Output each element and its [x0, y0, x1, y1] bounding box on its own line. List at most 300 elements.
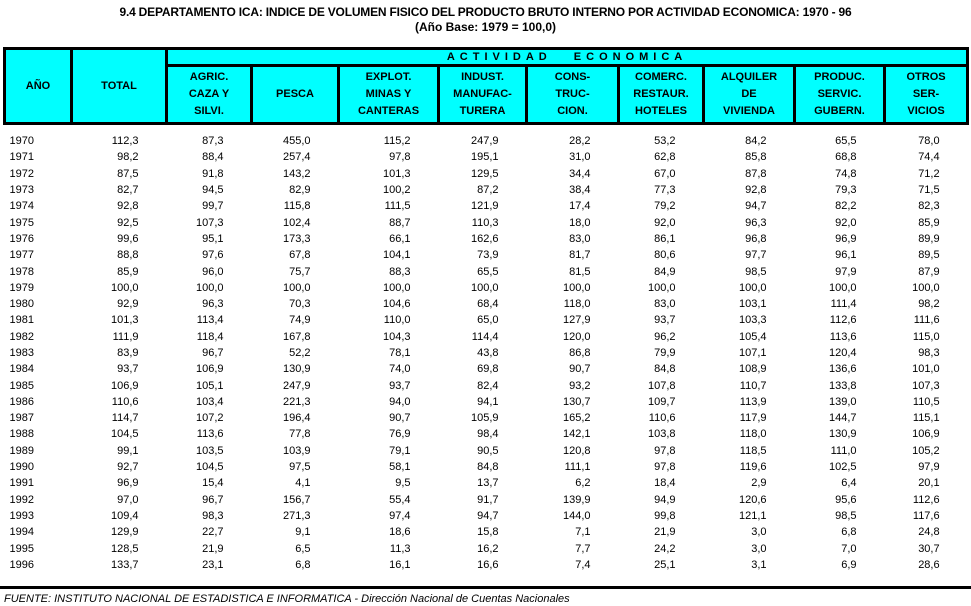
- value-cell: 75,7: [289, 265, 311, 278]
- value-cell: 100,2: [382, 184, 411, 197]
- value-cell: 79,2: [654, 200, 676, 213]
- value-cell: 107,3: [195, 216, 224, 229]
- column-header-line: AGRIC.: [189, 71, 229, 83]
- year-cell: 1991: [9, 477, 34, 490]
- value-cell: 71,2: [918, 167, 940, 180]
- value-cell: 129,9: [110, 526, 139, 539]
- value-cell: 100,0: [470, 281, 499, 294]
- value-cell: 98,3: [202, 509, 224, 522]
- value-cell: 99,6: [117, 232, 139, 245]
- value-cell: 43,8: [477, 347, 499, 359]
- value-cell: 34,4: [569, 167, 591, 180]
- value-cell: 21,9: [202, 542, 224, 555]
- value-cell: 100,0: [110, 281, 139, 294]
- value-cell: 6,8: [841, 526, 857, 539]
- year-cell: 1972: [9, 167, 34, 180]
- value-cell: 112,6: [912, 493, 940, 506]
- value-cell: 110,7: [739, 379, 767, 392]
- value-cell: 93,7: [389, 379, 411, 392]
- value-cell: 114,7: [111, 412, 139, 425]
- value-cell: 96,7: [202, 493, 224, 506]
- col-header-pesca: [252, 66, 339, 124]
- value-cell: 105,9: [470, 412, 499, 425]
- value-cell: 92,0: [835, 216, 857, 229]
- value-cell: 97,9: [918, 461, 940, 474]
- value-cell: 112,3: [111, 135, 139, 148]
- value-cell: 88,7: [389, 216, 411, 229]
- value-cell: 111,6: [913, 314, 940, 327]
- column-header-line: CAZA Y: [188, 88, 230, 100]
- col-header-agricultura: [167, 66, 252, 124]
- value-cell: 88,4: [202, 151, 224, 164]
- value-cell: 100,0: [828, 281, 857, 294]
- value-cell: 65,0: [477, 314, 499, 327]
- value-cell: 136,6: [828, 363, 857, 376]
- value-cell: 28,6: [918, 558, 940, 571]
- value-cell: 112,6: [829, 314, 857, 327]
- value-cell: 82,9: [289, 184, 311, 197]
- value-cell: 98,5: [745, 265, 767, 278]
- column-header-line: INDUST.: [461, 71, 504, 83]
- col-header-mineria: [339, 66, 439, 124]
- value-cell: 104,6: [382, 298, 411, 311]
- column-header-line: GUBERN.: [814, 105, 865, 117]
- value-cell: 87,5: [117, 167, 139, 180]
- value-cell: 55,4: [389, 493, 411, 506]
- value-cell: 91,7: [477, 493, 499, 506]
- value-cell: 92,9: [117, 298, 139, 311]
- table-body: [5, 124, 968, 574]
- value-cell: 92,5: [117, 216, 139, 229]
- value-cell: 16,2: [477, 542, 499, 555]
- column-header-line: CANTERAS: [357, 105, 420, 117]
- value-cell: 3,0: [751, 542, 767, 555]
- value-cell: 271,3: [282, 509, 311, 522]
- table-row: [5, 426, 968, 442]
- column-header-line: CONS-: [554, 71, 591, 83]
- year-cell: 1975: [9, 216, 34, 229]
- value-cell: 114,4: [471, 330, 499, 343]
- value-cell: 120,0: [562, 330, 591, 343]
- value-cell: 7,7: [575, 542, 591, 555]
- value-cell: 52,2: [289, 347, 311, 359]
- value-cell: 119,6: [739, 461, 767, 474]
- value-cell: 85,9: [918, 216, 940, 229]
- value-cell: 97,9: [835, 265, 857, 278]
- value-cell: 82,3: [918, 200, 940, 213]
- value-cell: 30,7: [918, 542, 940, 555]
- year-cell: 1973: [9, 184, 34, 197]
- value-cell: 109,4: [110, 509, 139, 522]
- value-cell: 94,0: [389, 395, 411, 408]
- year-cell: 1996: [9, 558, 34, 571]
- value-cell: 128,5: [110, 542, 139, 555]
- indice-volumen-table: [3, 47, 969, 573]
- value-cell: 98,3: [918, 347, 940, 359]
- value-cell: 83,0: [654, 298, 676, 311]
- value-cell: 99,8: [654, 509, 676, 522]
- value-cell: 94,1: [477, 395, 499, 408]
- value-cell: 3,1: [751, 558, 767, 571]
- value-cell: 97,4: [389, 509, 411, 522]
- value-cell: 110,0: [383, 314, 411, 327]
- page-title: 9.4 DEPARTAMENTO ICA: INDICE DE VOLUMEN FISICO DEL PRODUCTO BRUTO INTERNO POR ACTIVIDAD ECONOMICA: 1970 - 96: [119, 5, 852, 19]
- value-cell: 120,8: [562, 444, 591, 457]
- value-cell: 99,1: [117, 444, 139, 457]
- value-cell: 74,4: [918, 151, 940, 164]
- column-header-line: VIVIENDA: [723, 105, 775, 117]
- value-cell: 221,3: [282, 395, 311, 408]
- value-cell: 84,8: [477, 461, 499, 474]
- col-header-construccion: [527, 66, 619, 124]
- value-cell: 107,1: [738, 347, 767, 359]
- value-cell: 100,0: [195, 281, 224, 294]
- value-cell: 98,4: [477, 428, 499, 441]
- value-cell: 16,1: [389, 558, 411, 571]
- value-cell: 103,5: [195, 444, 224, 457]
- value-cell: 65,5: [477, 265, 499, 278]
- value-cell: 91,8: [202, 167, 224, 180]
- table-row: [5, 329, 968, 345]
- value-cell: 6,5: [295, 542, 311, 555]
- table-row: [5, 345, 968, 361]
- value-cell: 130,9: [282, 363, 311, 376]
- year-cell: 1977: [9, 249, 34, 262]
- value-cell: 58,1: [389, 461, 411, 474]
- year-cell: 1986: [9, 395, 34, 408]
- col-header-alquiler: [704, 66, 795, 124]
- value-cell: 94,7: [745, 200, 767, 213]
- value-cell: 79,3: [835, 184, 857, 197]
- value-cell: 93,2: [569, 379, 591, 392]
- value-cell: 139,9: [562, 493, 591, 506]
- value-cell: 99,7: [202, 200, 224, 213]
- col-header-comercio: [619, 66, 704, 124]
- value-cell: 71,5: [918, 184, 940, 197]
- value-cell: 65,5: [835, 135, 857, 148]
- value-cell: 110,6: [111, 395, 139, 408]
- table-row: [5, 443, 968, 459]
- value-cell: 100,0: [647, 281, 676, 294]
- source-note: FUENTE: INSTITUTO NACIONAL DE ESTADISTICA E INFORMATICA - Dirección Nacional de Cuentas Nacionales: [4, 593, 570, 606]
- value-cell: 167,8: [282, 330, 311, 343]
- value-cell: 96,2: [654, 330, 676, 343]
- table-row: [5, 394, 968, 410]
- column-header-line: MINAS Y: [365, 88, 412, 100]
- value-cell: 115,0: [912, 330, 940, 343]
- value-cell: 11,3: [389, 542, 411, 555]
- table-row: [5, 263, 968, 279]
- value-cell: 111,5: [384, 200, 411, 213]
- year-cell: 1987: [9, 412, 34, 425]
- value-cell: 196,4: [282, 412, 311, 425]
- value-cell: 31,0: [569, 151, 591, 164]
- value-cell: 100,0: [382, 281, 411, 294]
- value-cell: 15,8: [477, 526, 499, 539]
- value-cell: 85,8: [745, 151, 767, 164]
- value-cell: 195,1: [470, 151, 499, 164]
- value-cell: 111,4: [830, 298, 857, 311]
- table-row: [5, 166, 968, 182]
- value-cell: 105,1: [195, 379, 224, 392]
- value-cell: 101,3: [110, 314, 139, 327]
- value-cell: 79,1: [389, 444, 411, 457]
- value-cell: 139,0: [828, 395, 857, 408]
- value-cell: 120,6: [738, 493, 767, 506]
- value-cell: 3,0: [751, 526, 767, 539]
- table-row: [5, 149, 968, 165]
- column-header-line: TRUC-: [555, 88, 590, 100]
- value-cell: 90,5: [477, 444, 499, 457]
- table-row: [5, 540, 968, 556]
- value-cell: 84,2: [745, 135, 767, 148]
- column-header-line: PESCA: [276, 88, 314, 100]
- value-cell: 162,6: [470, 232, 499, 245]
- value-cell: 92,0: [654, 216, 676, 229]
- value-cell: 156,7: [282, 493, 311, 506]
- value-cell: 96,3: [202, 298, 224, 311]
- value-cell: 87,9: [918, 265, 940, 278]
- year-cell: 1993: [9, 509, 34, 522]
- value-cell: 121,9: [470, 200, 499, 213]
- value-cell: 73,9: [477, 249, 499, 262]
- year-cell: 1979: [9, 281, 34, 294]
- value-cell: 4,1: [295, 477, 311, 490]
- year-cell: 1974: [9, 200, 34, 213]
- value-cell: 121,1: [738, 509, 767, 522]
- value-cell: 103,3: [738, 314, 767, 327]
- value-cell: 95,1: [202, 232, 224, 245]
- value-cell: 103,1: [738, 298, 767, 311]
- column-header-line: HOTELES: [635, 105, 687, 117]
- year-cell: 1989: [9, 444, 34, 457]
- value-cell: 89,5: [918, 249, 940, 262]
- value-cell: 92,8: [117, 200, 139, 213]
- table-row: [5, 524, 968, 540]
- value-cell: 13,7: [477, 477, 499, 490]
- value-cell: 105,4: [738, 330, 767, 343]
- value-cell: 89,9: [918, 232, 940, 245]
- value-cell: 18,6: [389, 526, 411, 539]
- value-cell: 96,9: [117, 477, 139, 490]
- value-cell: 90,7: [569, 363, 591, 376]
- value-cell: 96,0: [202, 265, 224, 278]
- group-header-actividad-economica: ACTIVIDAD ECONOMICA: [167, 49, 968, 66]
- value-cell: 107,3: [912, 379, 940, 392]
- table-row: [5, 361, 968, 377]
- value-cell: 81,5: [569, 265, 591, 278]
- column-header-line: COMERC.: [635, 71, 687, 83]
- column-header-line: DE: [741, 88, 757, 100]
- value-cell: 110,6: [648, 412, 676, 425]
- value-cell: 118,4: [196, 330, 224, 343]
- table-row: [5, 296, 968, 312]
- value-cell: 97,6: [202, 249, 224, 262]
- value-cell: 144,7: [828, 412, 857, 425]
- year-cell: 1980: [9, 298, 34, 311]
- value-cell: 16,6: [477, 558, 499, 571]
- value-cell: 94,5: [202, 184, 224, 197]
- value-cell: 102,4: [282, 216, 311, 229]
- value-cell: 93,7: [117, 363, 139, 376]
- value-cell: 81,7: [569, 249, 591, 262]
- value-cell: 2,9: [751, 477, 767, 490]
- value-cell: 95,6: [835, 493, 857, 506]
- value-cell: 129,5: [470, 167, 499, 180]
- col-header-anio: AÑO: [5, 49, 72, 124]
- value-cell: 6,8: [295, 558, 311, 571]
- year-cell: 1994: [9, 526, 34, 539]
- value-cell: 102,5: [828, 461, 857, 474]
- value-cell: 113,9: [739, 395, 767, 408]
- value-cell: 77,3: [654, 184, 676, 197]
- value-cell: 100,0: [738, 281, 767, 294]
- value-cell: 117,6: [912, 509, 940, 522]
- table-row: [5, 410, 968, 426]
- page-subtitle: (Año Base: 1979 = 100,0): [414, 20, 557, 34]
- value-cell: 87,3: [202, 135, 224, 148]
- value-cell: 142,1: [562, 428, 591, 441]
- value-cell: 111,9: [112, 330, 139, 343]
- value-cell: 22,7: [202, 526, 224, 539]
- value-cell: 88,8: [117, 249, 139, 262]
- value-cell: 103,8: [647, 428, 676, 441]
- value-cell: 101,0: [912, 363, 940, 376]
- value-cell: 130,7: [562, 395, 591, 408]
- value-cell: 111,1: [564, 461, 591, 474]
- value-cell: 455,0: [282, 135, 311, 148]
- column-header-line: SILVI.: [194, 105, 224, 117]
- column-header-line: PRODUC.: [814, 71, 865, 83]
- table-row: [5, 280, 968, 296]
- value-cell: 115,8: [283, 200, 311, 213]
- value-cell: 7,4: [575, 558, 591, 571]
- value-cell: 6,9: [841, 558, 857, 571]
- value-cell: 97,8: [389, 151, 411, 164]
- value-cell: 83,9: [117, 347, 139, 359]
- year-cell: 1990: [9, 461, 34, 474]
- value-cell: 113,4: [196, 314, 224, 327]
- year-cell: 1970: [9, 135, 34, 148]
- value-cell: 38,4: [569, 184, 591, 197]
- value-cell: 23,1: [202, 558, 224, 571]
- value-cell: 15,4: [202, 477, 224, 490]
- table-row: [5, 124, 968, 150]
- value-cell: 94,7: [477, 509, 499, 522]
- value-cell: 247,9: [470, 135, 499, 148]
- year-cell: 1971: [9, 151, 34, 164]
- year-cell: 1976: [9, 232, 34, 245]
- table-row: [5, 377, 968, 393]
- value-cell: 24,8: [918, 526, 940, 539]
- value-cell: 70,3: [289, 298, 311, 311]
- value-cell: 96,9: [835, 232, 857, 245]
- value-cell: 84,8: [654, 363, 676, 376]
- value-cell: 87,2: [477, 184, 499, 197]
- value-cell: 106,9: [912, 428, 940, 441]
- value-cell: 24,2: [654, 542, 676, 555]
- table-row: [5, 475, 968, 491]
- value-cell: 67,8: [289, 249, 311, 262]
- year-cell: 1978: [9, 265, 34, 278]
- year-cell: 1988: [9, 428, 34, 441]
- value-cell: 104,5: [195, 461, 224, 474]
- value-cell: 104,1: [382, 249, 411, 262]
- year-cell: 1985: [9, 379, 34, 392]
- year-cell: 1984: [9, 363, 34, 376]
- value-cell: 257,4: [282, 151, 311, 164]
- value-cell: 97,0: [117, 493, 139, 506]
- col-header-total: TOTAL: [72, 49, 167, 124]
- value-cell: 96,7: [202, 347, 224, 359]
- value-cell: 100,0: [912, 281, 940, 294]
- column-header-line: SER-: [912, 88, 940, 100]
- column-header-line: ALQUILER: [720, 71, 778, 83]
- value-cell: 53,2: [654, 135, 676, 148]
- value-cell: 98,5: [835, 509, 857, 522]
- column-header-line: CION.: [557, 105, 588, 117]
- value-cell: 21,9: [654, 526, 676, 539]
- value-cell: 133,7: [110, 558, 139, 571]
- value-cell: 113,6: [196, 428, 224, 441]
- table-row: [5, 557, 968, 573]
- value-cell: 20,1: [918, 477, 940, 490]
- value-cell: 6,4: [841, 477, 857, 490]
- table-row: [5, 312, 968, 328]
- value-cell: 79,9: [654, 347, 676, 359]
- value-cell: 83,0: [569, 232, 591, 245]
- value-cell: 82,2: [835, 200, 857, 213]
- value-cell: 133,8: [828, 379, 857, 392]
- value-cell: 88,3: [389, 265, 411, 278]
- column-header-line: OTROS: [906, 71, 946, 83]
- column-header-line: EXPLOT.: [365, 71, 412, 83]
- value-cell: 165,2: [562, 412, 591, 425]
- table-row: [5, 198, 968, 214]
- year-cell: 1981: [9, 314, 34, 327]
- value-cell: 106,9: [195, 363, 224, 376]
- value-cell: 25,1: [654, 558, 676, 571]
- value-cell: 118,0: [563, 298, 591, 311]
- year-cell: 1992: [9, 493, 34, 506]
- col-header-otros-servicios: [885, 66, 968, 124]
- value-cell: 98,2: [918, 298, 940, 311]
- column-header-line: SERVIC.: [817, 88, 862, 100]
- value-cell: 7,1: [575, 526, 591, 539]
- table-row: [5, 247, 968, 263]
- value-cell: 9,1: [295, 526, 311, 539]
- table-row: [5, 508, 968, 524]
- value-cell: 82,7: [117, 184, 139, 197]
- value-cell: 87,8: [745, 167, 767, 180]
- year-cell: 1982: [9, 330, 34, 343]
- value-cell: 173,3: [282, 232, 311, 245]
- value-cell: 118,5: [739, 444, 767, 457]
- column-header-line: TURERA: [459, 105, 506, 117]
- value-cell: 104,5: [110, 428, 139, 441]
- value-cell: 74,9: [289, 314, 311, 327]
- value-cell: 107,2: [195, 412, 224, 425]
- value-cell: 96,8: [745, 232, 767, 245]
- value-cell: 86,1: [654, 232, 676, 245]
- value-cell: 97,8: [654, 444, 676, 457]
- value-cell: 78,1: [389, 347, 411, 359]
- table-row: [5, 214, 968, 230]
- value-cell: 76,9: [389, 428, 411, 441]
- column-header-line: RESTAUR.: [633, 88, 689, 100]
- value-cell: 9,5: [395, 477, 411, 490]
- value-cell: 92,8: [745, 184, 767, 197]
